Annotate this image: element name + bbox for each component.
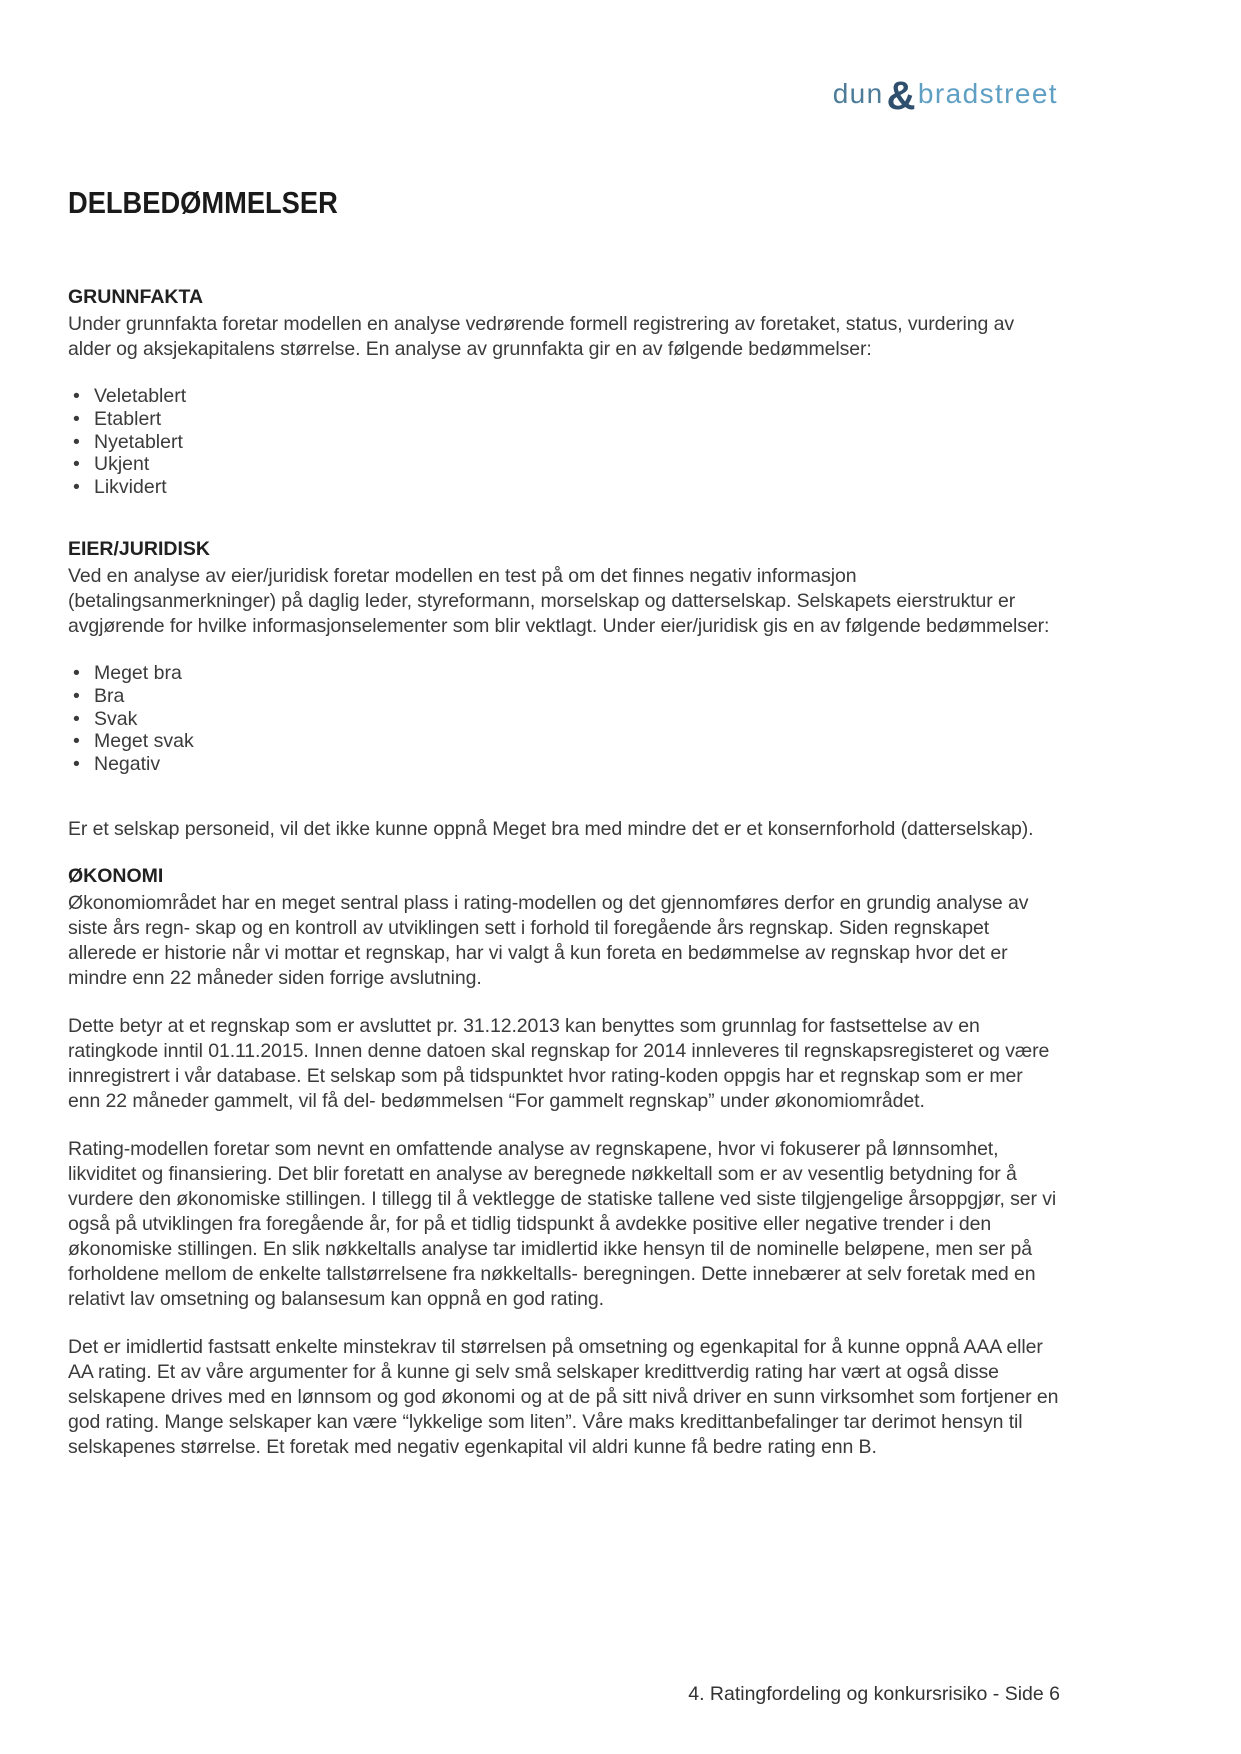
okonomi-paragraph: Rating-modellen foretar som nevnt en omfattende analyse av regnskapene, hvor vi fokuserer på lønnsomhet, likviditet og finansiering. Det blir foretatt en analyse av beregnede nøkkeltall som er av vesentlig betydning for å vurdere den økonomiske stillingen. I tillegg til å vektlegge de statiske tallene ved siste tilgjengelige årsoppgjør, ser vi også på utviklingen fra foregående år, for på et tidlig tidspunkt å avdekke positive eller negative trender i den økonomiske stillingen. En slik nøkkeltalls analyse tar imidlertid ikke hensyn til de nominelle beløpene, men ser på forholdene mellom de enkelte tallstørrelsene fra nøkkeltalls- beregningen. Dette innebærer at selv foretak med en relativt lav omsetning og balansesum kan oppnå en god rating. xyxy=(68,1137,1057,1310)
footer-text: 4. Ratingfordeling og konkursrisiko - Side 6 xyxy=(688,1683,1060,1705)
section-grunnfakta xyxy=(68,285,1060,499)
list-item: • Meget bra xyxy=(73,662,1060,685)
section-eier-juridisk xyxy=(68,537,1060,842)
section-heading-eier-juridisk: EIER/JURIDISK xyxy=(68,537,210,560)
list-item: • Ukjent xyxy=(73,453,1060,476)
list-item: • Negativ xyxy=(73,753,1060,776)
okonomi-paragraph: Det er imidlertid fastsatt enkelte minstekrav til størrelsen på omsetning og egenkapital for å kunne oppnå AAA eller AA rating. Et av våre argumenter for å kunne gi selv små selskaper kredittverdig rating har vært at også disse selskapene drives med en lønnsom og god økonomi og at de på sitt nivå driver en sunn virksomhet som fortjener en god rating. Mange selskaper kan være “lykkelige som liten”. Våre maks kredittanbefalinger tar derimot hensyn til selskapenes størrelse. Et foretak med negativ egenkapital vil aldri kunne få bedre rating enn B. xyxy=(68,1335,1059,1458)
section-okonomi xyxy=(68,864,1060,1460)
list-item: • Meget svak xyxy=(73,730,1060,753)
logo-text-bradstreet: bradstreet xyxy=(917,78,1058,109)
section-heading-grunnfakta: GRUNNFAKTA xyxy=(68,286,204,308)
list-item: • Likvidert xyxy=(73,476,1060,499)
list-item: • Etablert xyxy=(73,408,1060,431)
document-content xyxy=(68,0,1060,1460)
okonomi-paragraph: Økonomiområdet har en meget sentral plass i rating-modellen og det gjennomføres derfor en grundig analyse av siste års regn- skap og en kontroll av utviklingen sett i forhold til foregående års regnskap. Siden regnskapet allerede er historie når vi mottar et regnskap, har vi valgt å kun foreta en bedømmelse av regnskap hvor det er mindre enn 22 måneder siden forrige avslutning. xyxy=(68,891,1029,989)
page-footer xyxy=(688,1682,1060,1706)
list-item: • Nyetablert xyxy=(73,431,1060,454)
grunnfakta-bullet-list xyxy=(68,385,1060,499)
section-intro-eier-juridisk: Ved en analyse av eier/juridisk foretar modellen en test på om det finnes negativ informasjon (betalingsanmerkninger) på daglig leder, styreformann, morselskap og datterselskap. Selskapets eierstruktur er avgjørende for hvilke informasjonselementer som blir vektlagt. Under eier/juridisk gis en av følgende bedømmelser: xyxy=(68,564,1050,637)
eier-juridisk-note: Er et selskap personeid, vil det ikke kunne oppnå Meget bra med mindre det er et konsernforhold (datterselskap). xyxy=(68,817,1034,840)
okonomi-paragraph: Dette betyr at et regnskap som er avsluttet pr. 31.12.2013 kan benyttes som grunnlag for fastsettelse av en ratingkode inntil 01.11.2015. Innen denne datoen skal regnskap for 2014 innleveres til regnskapsregisteret og være innregistrert i vår database. Et selskap som på tidspunktet hvor rating-koden oppgis har et regnskap som er mer enn 22 måneder gammelt, vil få del- bedømmelsen “For gammelt regnskap” under økonomiområdet. xyxy=(68,1014,1050,1112)
page-title: DELBEDØMMELSER xyxy=(68,185,338,220)
list-item: • Veletablert xyxy=(73,385,1060,408)
section-heading-okonomi: ØKONOMI xyxy=(68,864,164,887)
section-intro-grunnfakta: Under grunnfakta foretar modellen en analyse vedrørende formell registrering av foretaket, status, vurdering av alder og aksjekapitalens størrelse. En analyse av grunnfakta gir en av følgende bedømmelser: xyxy=(68,313,1014,360)
list-item: • Bra xyxy=(73,685,1060,708)
logo-text-dun: dun xyxy=(832,78,884,109)
list-item: • Svak xyxy=(73,708,1060,731)
logo-ampersand-icon: & xyxy=(886,74,917,118)
eier-juridisk-bullet-list xyxy=(68,662,1060,776)
